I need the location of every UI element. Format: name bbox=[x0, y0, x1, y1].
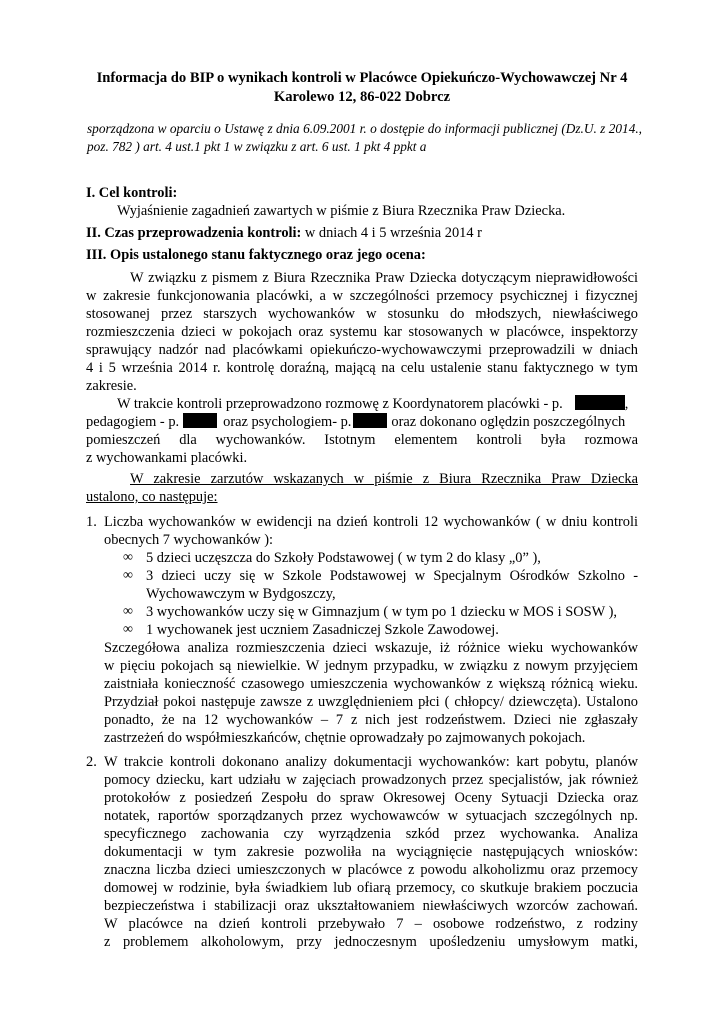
section-3-heading: III. Opis ustalonego stanu faktycznego oraz jego ocena: bbox=[86, 247, 426, 263]
item-2-line: domowej w rodzinie, była świadkiem lub ofiarą przemocy, co skutkuje brakiem poczucia bbox=[104, 880, 638, 896]
item-2-line: pomocy dziecku, kart udziału w zajęciach prowadzonych przez specjalistów, jak również bbox=[104, 772, 638, 788]
para1-line: 4 i 5 września 2014 r. kontrolę doraźną, mającą na celu ustalenie stanu faktycznego w tym bbox=[86, 360, 638, 376]
para1-line: sprawujący nadzór nad placówkami opiekuńczo-wychowawczymi przeprowadzili w dniach bbox=[86, 342, 638, 358]
legal-basis-note: sporządzona w oparciu o Ustawę z dnia 6.09.2001 r. o dostępie do informacji publicznej (Dz.U. z 2014., poz. 782 ) art. 4 ust.1 pkt 1 w związku z art. 6 ust. 1 pkt 4 ppkt a bbox=[87, 121, 642, 154]
item-1-number: 1. bbox=[86, 514, 97, 530]
infinity-bullet-icon: ∞ bbox=[123, 604, 133, 619]
para2-text: W trakcie kontroli przeprowadzono rozmowę z Koordynatorem placówki - p. bbox=[117, 396, 563, 412]
para1-line: zakresie. bbox=[86, 378, 137, 394]
para3-line: ustalono, co następuje: bbox=[86, 489, 218, 505]
bullet-item: 3 wychowanków uczy się w Gimnazjum ( w tym po 1 dziecku w MOS i SOSW ), bbox=[146, 604, 617, 620]
para2-text: oraz psychologiem- p. bbox=[223, 414, 352, 430]
infinity-bullet-icon: ∞ bbox=[123, 568, 133, 583]
para2-line-1 bbox=[117, 395, 628, 413]
item-1-text-line: ponadto, że na 12 wychowanków – 7 z nich jest rodzeństwem. Dzieci nie zgłaszały bbox=[104, 712, 638, 728]
item-1-text-line: Przydział pokoi następuje zawsze z uwzględnieniem płci ( chłopcy/ dziewczęta). Ustalono bbox=[104, 694, 638, 710]
document-title bbox=[60, 69, 664, 107]
item-1-intro-line: obecnych 7 wychowanków ): bbox=[104, 532, 274, 548]
item-1-text-line: zaistniała konieczność czasowego umieszczenia wychowanków z większą różnicą wieku. bbox=[104, 676, 638, 692]
item-1-text-line: w pięciu pokojach są niewielkie. W jednym przypadku, w związku z nowym przyjęciem bbox=[104, 658, 638, 674]
para2-line-3: pomieszczeń dla wychowanków. Istotnym elementem kontroli była rozmowa bbox=[86, 432, 638, 448]
para3-line: W zakresie zarzutów wskazanych w piśmie z Biura Rzecznika Praw Dziecka bbox=[130, 471, 638, 487]
item-2-line: specyficznego zachowania czy wyrządzenia szkód przez wychowanka. Analiza bbox=[104, 826, 638, 842]
bullet-item: 3 dzieci uczy się w Szkole Podstawowej w Specjalnym Ośrodków Szkolno - bbox=[146, 568, 638, 584]
item-2-line: dokumentacji w tym zakresie pozwoliła na wyciągnięcie następujących wniosków: bbox=[104, 844, 638, 860]
para1-line: stosowanej przez starszych wychowanków w stosunku do młodszych, niewłaściwego bbox=[86, 306, 638, 322]
infinity-bullet-icon: ∞ bbox=[123, 550, 133, 565]
para2-text: pedagogiem - p. bbox=[86, 414, 180, 430]
item-1-text-line: zastrzeżeń do współmieszkańców, chętnie oprowadzały po zajmowanych pokojach. bbox=[104, 730, 586, 746]
title-line-2: Karolewo 12, 86-022 Dobrcz bbox=[273, 89, 451, 105]
bullet-item: 5 dzieci uczęszcza do Szkoły Podstawowej ( w tym 2 do klasy „0” ), bbox=[146, 550, 541, 566]
section-1-heading: I. Cel kontroli: bbox=[86, 185, 178, 201]
item-2-line: znaczna liczba dzieci umieszczonych w placówce z powodu alkoholizmu oraz przemocy bbox=[104, 862, 638, 878]
redaction-block bbox=[183, 413, 217, 428]
item-1-text-line: Szczegółowa analiza rozmieszczenia dzieci wskazuje, iż różnice wieku wychowanków bbox=[104, 640, 638, 656]
para2-line-4: z wychowankami placówki. bbox=[86, 450, 248, 466]
title-line-1: Informacja do BIP o wynikach kontroli w Placówce Opiekuńczo-Wychowawczej Nr 4 bbox=[96, 70, 628, 86]
bullet-item-continued: Wychowawczym w Bydgoszczy, bbox=[146, 586, 336, 602]
section-1-text: Wyjaśnienie zagadnień zawartych w piśmie z Biura Rzecznika Praw Dziecka. bbox=[117, 203, 566, 219]
item-2-line: bezpieczeństwa i stabilizacji oraz ukształtowaniem niewłaściwych wzorców zachowań. bbox=[104, 898, 638, 914]
item-1-intro-line: Liczba wychowanków w ewidencji na dzień kontroli 12 wychowanków ( w dniu kontroli bbox=[104, 514, 638, 530]
bullet-item: 1 wychowanek jest uczniem Zasadniczej Szkole Zawodowej. bbox=[146, 622, 499, 638]
item-2-line: z problemem alkoholowym, przy jednoczesnym upośledzeniu umysłowym matki, bbox=[104, 934, 638, 950]
para1-line: W związku z pismem z Biura Rzecznika Praw Dziecka dotyczącym nieprawidłowości bbox=[130, 270, 638, 286]
redaction-block bbox=[575, 395, 625, 410]
section-2-heading: II. Czas przeprowadzenia kontroli: bbox=[86, 225, 302, 241]
redaction-block bbox=[353, 413, 387, 428]
para2-line-2 bbox=[86, 413, 625, 431]
item-2-number: 2. bbox=[86, 754, 97, 770]
infinity-bullet-icon: ∞ bbox=[123, 622, 133, 637]
item-2-line: notatek, raportów sporządzanych przez wychowawców w sytuacjach szczególnych np. bbox=[104, 808, 638, 824]
item-2-line: W placówce na dzień kontroli przebywało 7 – osobowe rodzeństwo, z rodziny bbox=[104, 916, 638, 932]
item-2-line: W trakcie kontroli dokonano analizy dokumentacji wychowanków: kart pobytu, planów bbox=[104, 754, 638, 770]
para1-line: w zakresie funkcjonowania placówki, a w szczególności przemocy psychicznej i fizycznej bbox=[86, 288, 638, 304]
section-2 bbox=[86, 224, 482, 242]
item-2-line: protokołów z posiedzeń Zespołu do spraw Okresowej Oceny Sytuacji Dziecka oraz bbox=[104, 790, 638, 806]
para2-text: , bbox=[624, 396, 629, 412]
section-2-text: w dniach 4 i 5 września 2014 r bbox=[301, 225, 482, 241]
para2-text: oraz dokonano oględzin poszczególnych bbox=[391, 414, 626, 430]
para1-line: rozmieszczenia dzieci w pokojach oraz systemu kar stosowanych w placówce, inspektorzy bbox=[86, 324, 638, 340]
